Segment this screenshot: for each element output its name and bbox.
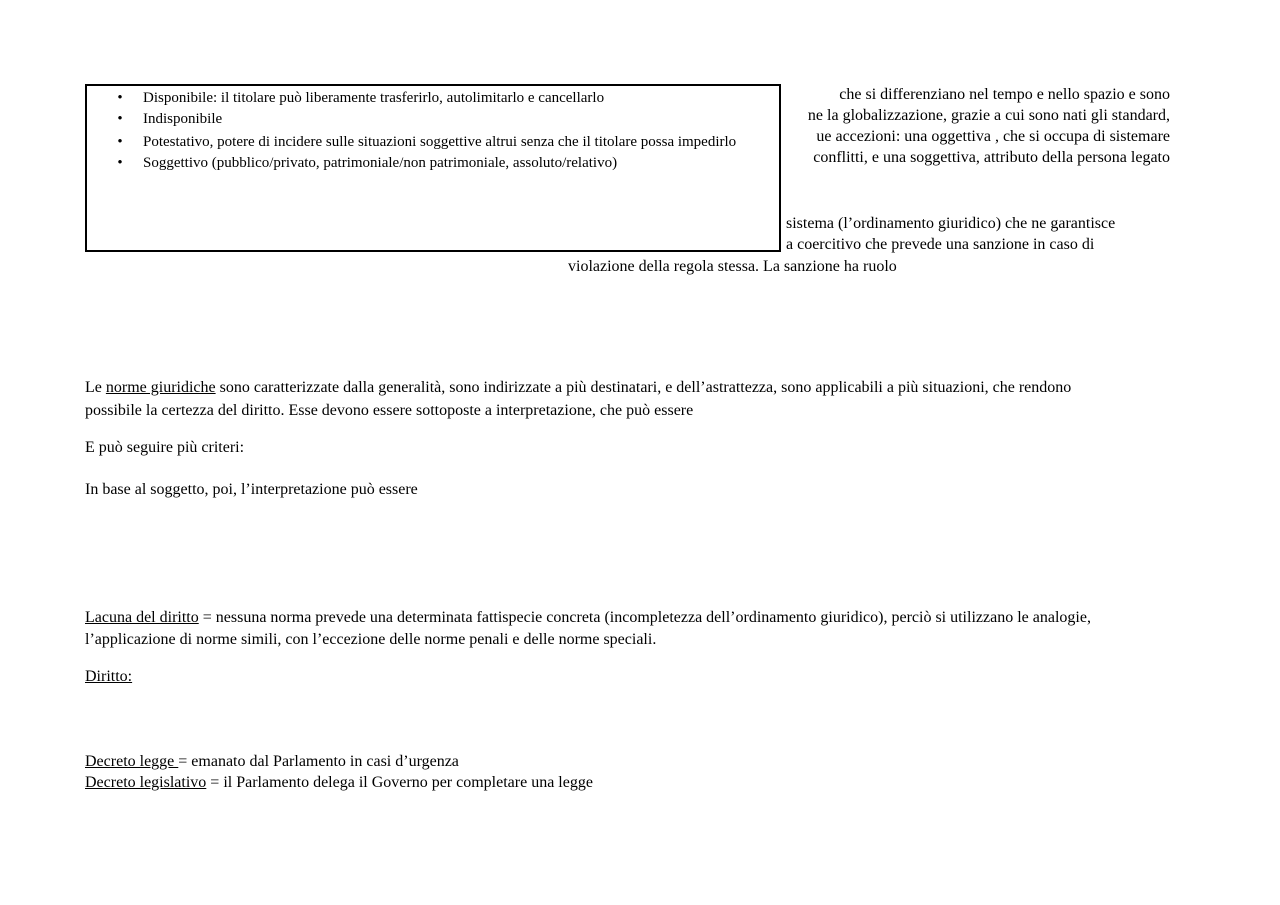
decreto-legge-line: Decreto legge = emanato dal Parlamento in casi d’urgenza: [85, 753, 459, 770]
sanzione-line-3: violazione della regola stessa. La sanzione ha ruolo: [568, 258, 897, 275]
decreto-legge-term: Decreto legge: [85, 753, 179, 770]
soggetto-line: In base al soggetto, poi, l’interpretazione può essere: [85, 481, 418, 498]
bullet-item-text: Soggettivo (pubblico/privato, patrimoniale/non patrimoniale, assoluto/relativo): [143, 155, 618, 171]
right-column-line-4: conflitti, e una soggettiva, attributo della persona legato: [813, 149, 1170, 166]
bullet-list-box: [85, 84, 781, 252]
lacuna-line-1: Lacuna del diritto = nessuna norma prevede una determinata fattispecie concreta (incompletezza dell’ordinamento giuridico), perciò si utilizzano le analogie,: [85, 609, 1091, 626]
diritto-heading: Diritto:: [85, 668, 133, 685]
lacuna-line-2: l’applicazione di norme simili, con l’eccezione delle norme penali e delle norme speciali.: [85, 631, 657, 648]
right-column-line-3: ue accezioni: una oggettiva , che si occupa di sistemare: [816, 128, 1170, 145]
bullet-icon: •: [117, 155, 123, 171]
bullet-icon: •: [117, 134, 123, 150]
bullet-icon: •: [117, 111, 123, 127]
bullet-icon: •: [117, 90, 123, 106]
norme-term: norme giuridiche: [105, 379, 216, 396]
norme-line-1: Le norme giuridiche sono caratterizzate dalla generalità, sono indirizzate a più destinatari, e dell’astrattezza, sono applicabili a più situazioni, che rendono: [85, 379, 1072, 396]
sanzione-line-2: a coercitivo che prevede una sanzione in caso di: [786, 236, 1095, 253]
norme-line-2: possibile la certezza del diritto. Esse devono essere sottoposte a interpretazione, che può essere: [85, 402, 694, 419]
lacuna-term: Lacuna del diritto: [85, 609, 199, 626]
right-column-line-1: che si differenziano nel tempo e nello spazio e sono: [839, 86, 1170, 103]
bullet-item-text: Disponibile: il titolare può liberamente trasferirlo, autolimitarlo e cancellarlo: [143, 90, 605, 106]
decreto-legislativo-term: Decreto legislativo: [85, 774, 207, 791]
decreto-legislativo-line: Decreto legislativo = il Parlamento delega il Governo per completare una legge: [85, 774, 593, 791]
bullet-item-text: Indisponibile: [143, 111, 223, 127]
criteri-line: E può seguire più criteri:: [85, 439, 245, 456]
right-column-line-2: ne la globalizzazione, grazie a cui sono nati gli standard,: [807, 107, 1170, 124]
bullet-item-text: Potestativo, potere di incidere sulle situazioni soggettive altrui senza che il titolare possa impedirlo: [143, 134, 737, 150]
sanzione-line-1: sistema (l’ordinamento giuridico) che ne garantisce: [786, 215, 1116, 232]
